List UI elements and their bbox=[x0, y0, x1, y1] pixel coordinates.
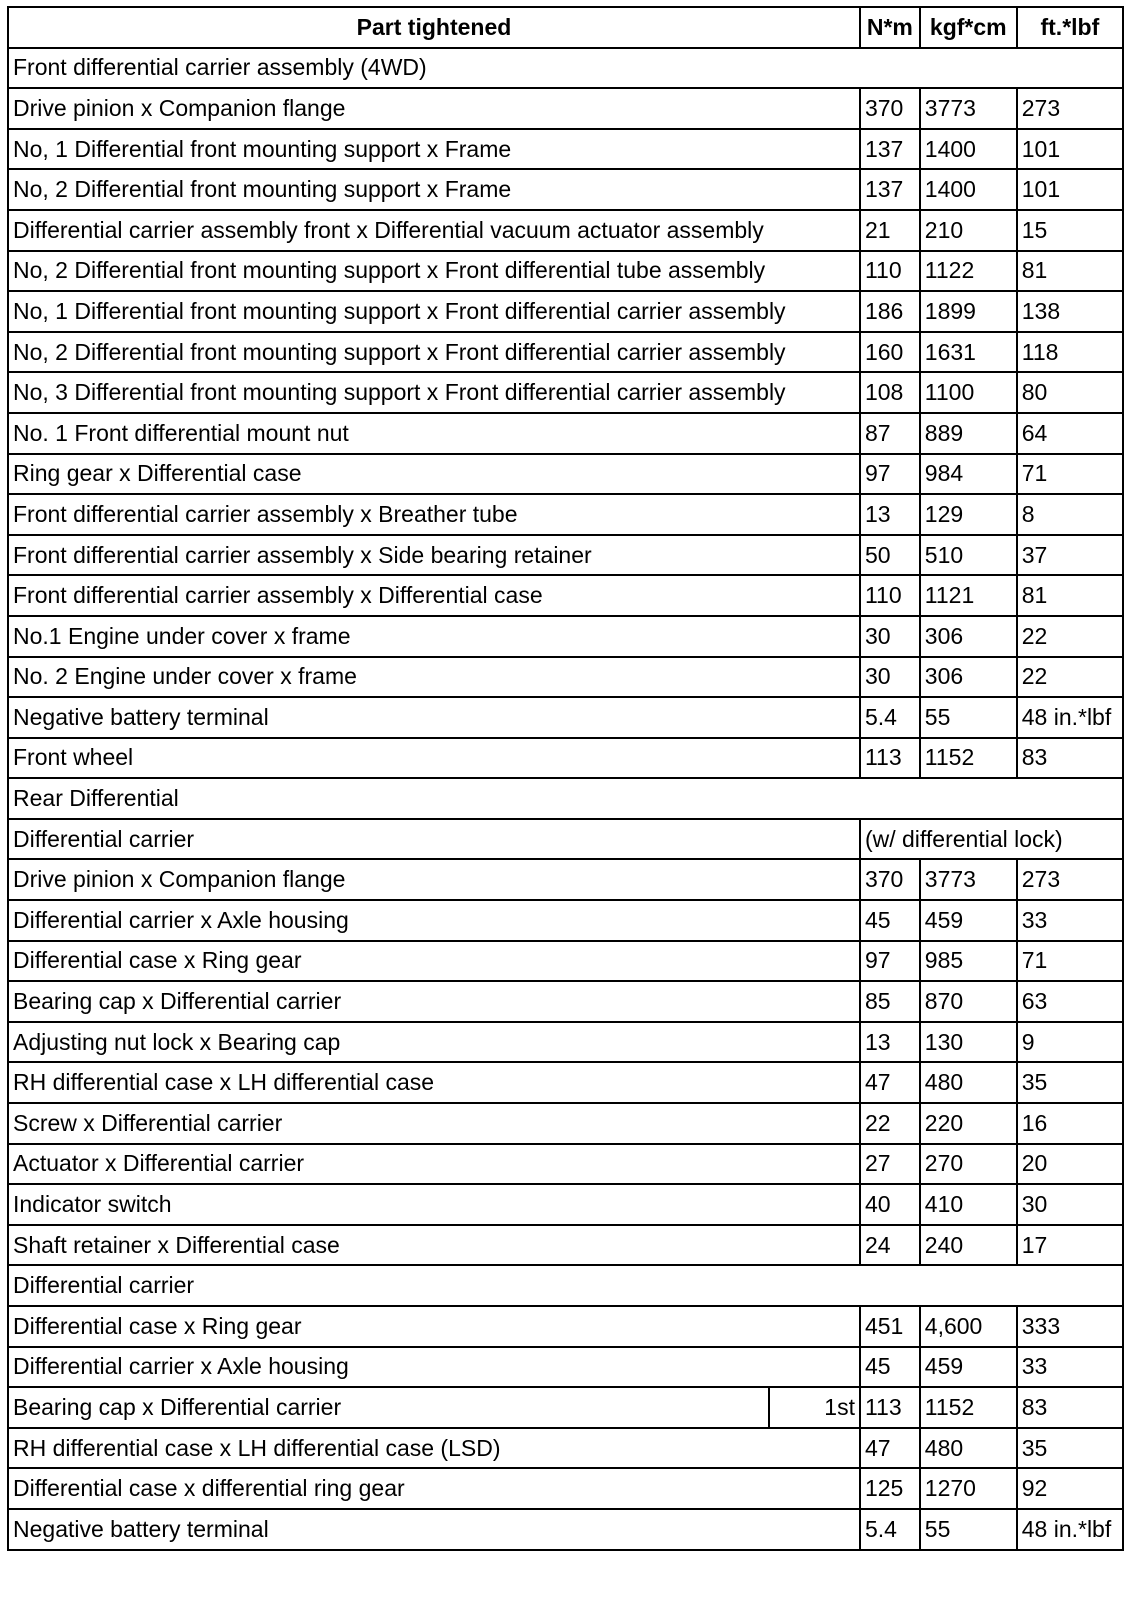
kgf-cell: 1631 bbox=[920, 332, 1017, 373]
table-row bbox=[8, 210, 1123, 251]
ft-cell: 71 bbox=[1017, 941, 1123, 982]
ft-cell: 22 bbox=[1017, 657, 1123, 698]
part-cell: RH differential case x LH differential case (LSD) bbox=[8, 1428, 860, 1469]
nm-cell: 370 bbox=[860, 859, 920, 900]
ft-cell: 37 bbox=[1017, 535, 1123, 576]
table-row bbox=[8, 129, 1123, 170]
nm-cell: 137 bbox=[860, 129, 920, 170]
header-nm: N*m bbox=[860, 7, 920, 48]
kgf-cell: 410 bbox=[920, 1184, 1017, 1225]
section-label: Differential carrier bbox=[8, 1265, 1123, 1306]
part-cell: Differential carrier bbox=[8, 819, 860, 860]
ft-cell: 138 bbox=[1017, 291, 1123, 332]
kgf-cell: 306 bbox=[920, 616, 1017, 657]
part-cell: Shaft retainer x Differential case bbox=[8, 1225, 860, 1266]
table-row bbox=[8, 454, 1123, 495]
nm-cell: 97 bbox=[860, 941, 920, 982]
kgf-cell: 1899 bbox=[920, 291, 1017, 332]
kgf-cell: 220 bbox=[920, 1103, 1017, 1144]
kgf-cell: 1121 bbox=[920, 575, 1017, 616]
table-row bbox=[8, 1103, 1123, 1144]
table-row bbox=[8, 1225, 1123, 1266]
part-cell: Differential carrier x Axle housing bbox=[8, 1347, 860, 1388]
kgf-cell: 510 bbox=[920, 535, 1017, 576]
kgf-cell: 3773 bbox=[920, 859, 1017, 900]
part-cell: No, 1 Differential front mounting support x Frame bbox=[8, 129, 860, 170]
kgf-cell: 129 bbox=[920, 494, 1017, 535]
table-row bbox=[8, 981, 1123, 1022]
stage-cell: 1st bbox=[769, 1387, 860, 1428]
header-kgf: kgf*cm bbox=[920, 7, 1017, 48]
ft-cell: 9 bbox=[1017, 1022, 1123, 1063]
part-cell: Front differential carrier assembly x Side bearing retainer bbox=[8, 535, 860, 576]
part-cell: No, 2 Differential front mounting support x Front differential tube assembly bbox=[8, 251, 860, 292]
table-row bbox=[8, 657, 1123, 698]
part-cell: No, 1 Differential front mounting support x Front differential carrier assembly bbox=[8, 291, 860, 332]
nm-cell: 186 bbox=[860, 291, 920, 332]
nm-cell: 50 bbox=[860, 535, 920, 576]
nm-cell: 13 bbox=[860, 1022, 920, 1063]
ft-cell: 333 bbox=[1017, 1306, 1123, 1347]
part-cell: Differential case x Ring gear bbox=[8, 1306, 860, 1347]
nm-cell: 160 bbox=[860, 332, 920, 373]
table-row bbox=[8, 413, 1123, 454]
kgf-cell: 1270 bbox=[920, 1468, 1017, 1509]
table-row bbox=[8, 1306, 1123, 1347]
ft-cell: 71 bbox=[1017, 454, 1123, 495]
nm-cell: 97 bbox=[860, 454, 920, 495]
table-row bbox=[8, 291, 1123, 332]
ft-cell: 35 bbox=[1017, 1062, 1123, 1103]
section-row bbox=[8, 48, 1123, 89]
nm-cell: 5.4 bbox=[860, 1509, 920, 1550]
part-cell: Drive pinion x Companion flange bbox=[8, 88, 860, 129]
kgf-cell: 480 bbox=[920, 1062, 1017, 1103]
table-row bbox=[8, 1509, 1123, 1550]
kgf-cell: 1100 bbox=[920, 372, 1017, 413]
section-label: Front differential carrier assembly (4WD) bbox=[8, 48, 1123, 89]
table-row bbox=[8, 169, 1123, 210]
part-cell: Negative battery terminal bbox=[8, 1509, 860, 1550]
table-body bbox=[8, 48, 1123, 1550]
torque-spec-table bbox=[7, 6, 1124, 1551]
table-row bbox=[8, 575, 1123, 616]
ft-cell: 48 in.*lbf bbox=[1017, 697, 1123, 738]
kgf-cell: 270 bbox=[920, 1144, 1017, 1185]
part-cell: Indicator switch bbox=[8, 1184, 860, 1225]
kgf-cell: 1152 bbox=[920, 1387, 1017, 1428]
table-row bbox=[8, 332, 1123, 373]
nm-cell: 5.4 bbox=[860, 697, 920, 738]
ft-cell: 80 bbox=[1017, 372, 1123, 413]
ft-cell: 63 bbox=[1017, 981, 1123, 1022]
table-row bbox=[8, 1428, 1123, 1469]
table-row bbox=[8, 251, 1123, 292]
table-row bbox=[8, 1468, 1123, 1509]
section-row bbox=[8, 778, 1123, 819]
nm-cell: 110 bbox=[860, 575, 920, 616]
kgf-cell: 480 bbox=[920, 1428, 1017, 1469]
nm-cell: 125 bbox=[860, 1468, 920, 1509]
table-row bbox=[8, 1144, 1123, 1185]
kgf-cell: 1400 bbox=[920, 129, 1017, 170]
part-cell: Screw x Differential carrier bbox=[8, 1103, 860, 1144]
table-row bbox=[8, 535, 1123, 576]
ft-cell: 101 bbox=[1017, 129, 1123, 170]
nm-cell: 47 bbox=[860, 1062, 920, 1103]
nm-cell: 110 bbox=[860, 251, 920, 292]
kgf-cell: 3773 bbox=[920, 88, 1017, 129]
nm-cell: 30 bbox=[860, 657, 920, 698]
ft-cell: 16 bbox=[1017, 1103, 1123, 1144]
part-cell: No. 2 Engine under cover x frame bbox=[8, 657, 860, 698]
ft-cell: 33 bbox=[1017, 900, 1123, 941]
part-cell: Differential carrier assembly front x Differential vacuum actuator assembly bbox=[8, 210, 860, 251]
ft-cell: 92 bbox=[1017, 1468, 1123, 1509]
nm-cell: 45 bbox=[860, 1347, 920, 1388]
nm-cell: 108 bbox=[860, 372, 920, 413]
kgf-cell: 1122 bbox=[920, 251, 1017, 292]
part-cell: Bearing cap x Differential carrier bbox=[8, 981, 860, 1022]
ft-cell: 35 bbox=[1017, 1428, 1123, 1469]
ft-cell: 273 bbox=[1017, 859, 1123, 900]
section-label: Rear Differential bbox=[8, 778, 1123, 819]
table-row bbox=[8, 1184, 1123, 1225]
nm-cell: 21 bbox=[860, 210, 920, 251]
part-cell: Differential carrier x Axle housing bbox=[8, 900, 860, 941]
ft-cell: 101 bbox=[1017, 169, 1123, 210]
table-row bbox=[8, 1387, 1123, 1428]
part-cell: Adjusting nut lock x Bearing cap bbox=[8, 1022, 860, 1063]
nm-cell: 85 bbox=[860, 981, 920, 1022]
part-cell: No, 2 Differential front mounting support x Front differential carrier assembly bbox=[8, 332, 860, 373]
kgf-cell: 984 bbox=[920, 454, 1017, 495]
part-cell: Differential case x Ring gear bbox=[8, 941, 860, 982]
table-row bbox=[8, 616, 1123, 657]
part-cell: Front differential carrier assembly x Breather tube bbox=[8, 494, 860, 535]
table-row bbox=[8, 88, 1123, 129]
ft-cell: 273 bbox=[1017, 88, 1123, 129]
kgf-cell: 55 bbox=[920, 697, 1017, 738]
part-cell: Differential case x differential ring gear bbox=[8, 1468, 860, 1509]
ft-cell: 81 bbox=[1017, 575, 1123, 616]
table-row bbox=[8, 941, 1123, 982]
table-row bbox=[8, 1347, 1123, 1388]
nm-cell: 27 bbox=[860, 1144, 920, 1185]
header-part: Part tightened bbox=[8, 7, 860, 48]
section-row bbox=[8, 1265, 1123, 1306]
ft-cell: 33 bbox=[1017, 1347, 1123, 1388]
kgf-cell: 985 bbox=[920, 941, 1017, 982]
table-row bbox=[8, 697, 1123, 738]
nm-cell: 451 bbox=[860, 1306, 920, 1347]
nm-cell: 22 bbox=[860, 1103, 920, 1144]
ft-cell: 83 bbox=[1017, 1387, 1123, 1428]
part-cell: Negative battery terminal bbox=[8, 697, 860, 738]
table-row bbox=[8, 900, 1123, 941]
nm-cell: 47 bbox=[860, 1428, 920, 1469]
kgf-cell: 240 bbox=[920, 1225, 1017, 1266]
table-row bbox=[8, 738, 1123, 779]
part-cell: Front wheel bbox=[8, 738, 860, 779]
nm-cell: 87 bbox=[860, 413, 920, 454]
kgf-cell: 210 bbox=[920, 210, 1017, 251]
part-cell: No. 1 Front differential mount nut bbox=[8, 413, 860, 454]
header-row bbox=[8, 7, 1123, 48]
kgf-cell: 870 bbox=[920, 981, 1017, 1022]
kgf-cell: 4,600 bbox=[920, 1306, 1017, 1347]
table-row bbox=[8, 494, 1123, 535]
table-row bbox=[8, 372, 1123, 413]
table-row bbox=[8, 1022, 1123, 1063]
table-row bbox=[8, 859, 1123, 900]
kgf-cell: 306 bbox=[920, 657, 1017, 698]
part-cell: Actuator x Differential carrier bbox=[8, 1144, 860, 1185]
part-cell: No, 3 Differential front mounting support x Front differential carrier assembly bbox=[8, 372, 860, 413]
nm-cell: 113 bbox=[860, 738, 920, 779]
ft-cell: 83 bbox=[1017, 738, 1123, 779]
ft-cell: 20 bbox=[1017, 1144, 1123, 1185]
nm-cell: 137 bbox=[860, 169, 920, 210]
nm-cell: 40 bbox=[860, 1184, 920, 1225]
note-cell: (w/ differential lock) bbox=[860, 819, 1123, 860]
ft-cell: 30 bbox=[1017, 1184, 1123, 1225]
nm-cell: 45 bbox=[860, 900, 920, 941]
kgf-cell: 1400 bbox=[920, 169, 1017, 210]
note-row bbox=[8, 819, 1123, 860]
part-cell: Bearing cap x Differential carrier bbox=[8, 1387, 769, 1428]
ft-cell: 48 in.*lbf bbox=[1017, 1509, 1123, 1550]
table-row bbox=[8, 1062, 1123, 1103]
kgf-cell: 889 bbox=[920, 413, 1017, 454]
ft-cell: 81 bbox=[1017, 251, 1123, 292]
header-ft: ft.*lbf bbox=[1017, 7, 1123, 48]
ft-cell: 118 bbox=[1017, 332, 1123, 373]
part-cell: No, 2 Differential front mounting support x Frame bbox=[8, 169, 860, 210]
ft-cell: 17 bbox=[1017, 1225, 1123, 1266]
nm-cell: 113 bbox=[860, 1387, 920, 1428]
ft-cell: 64 bbox=[1017, 413, 1123, 454]
ft-cell: 8 bbox=[1017, 494, 1123, 535]
kgf-cell: 459 bbox=[920, 900, 1017, 941]
kgf-cell: 459 bbox=[920, 1347, 1017, 1388]
part-cell: No.1 Engine under cover x frame bbox=[8, 616, 860, 657]
ft-cell: 15 bbox=[1017, 210, 1123, 251]
kgf-cell: 55 bbox=[920, 1509, 1017, 1550]
part-cell: RH differential case x LH differential case bbox=[8, 1062, 860, 1103]
part-cell: Drive pinion x Companion flange bbox=[8, 859, 860, 900]
kgf-cell: 1152 bbox=[920, 738, 1017, 779]
part-cell: Front differential carrier assembly x Differential case bbox=[8, 575, 860, 616]
part-cell: Ring gear x Differential case bbox=[8, 454, 860, 495]
nm-cell: 30 bbox=[860, 616, 920, 657]
kgf-cell: 130 bbox=[920, 1022, 1017, 1063]
nm-cell: 24 bbox=[860, 1225, 920, 1266]
nm-cell: 370 bbox=[860, 88, 920, 129]
ft-cell: 22 bbox=[1017, 616, 1123, 657]
nm-cell: 13 bbox=[860, 494, 920, 535]
